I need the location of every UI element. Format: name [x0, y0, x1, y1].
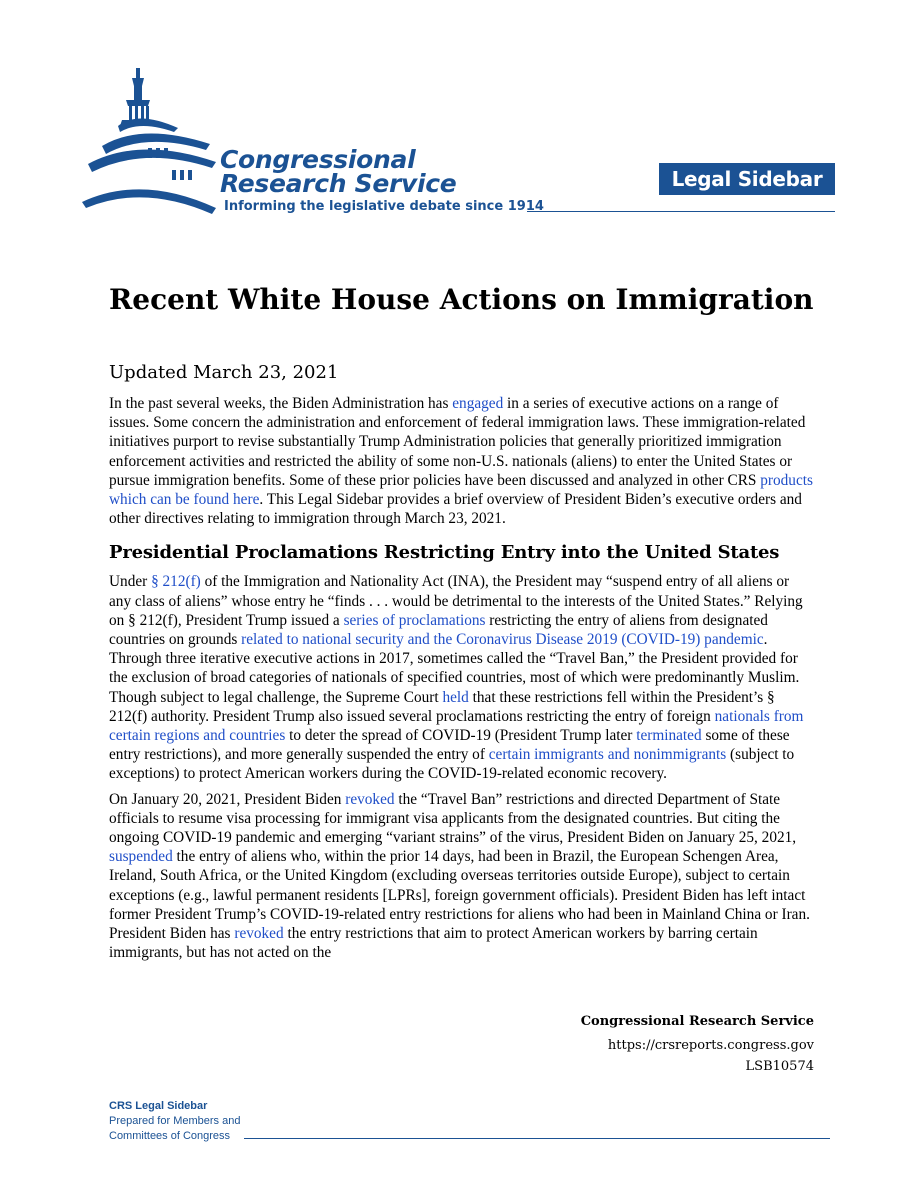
section-heading: Presidential Proclamations Restricting Entry into the United States: [109, 542, 780, 564]
header-rule: [527, 211, 835, 212]
p1-text-7: some of these entry restrictions), and more generally suspended the entry of: [109, 727, 790, 764]
section-paragraph-2: [109, 790, 814, 963]
footer-report-id: LSB10574: [745, 1059, 814, 1074]
intro-text-1: In the past several weeks, the Biden Administration has: [109, 395, 453, 412]
crs-logo: [82, 66, 542, 226]
updated-date: Updated March 23, 2021: [109, 362, 339, 383]
bottom-left-line3: Committees of Congress: [109, 1130, 231, 1142]
bottom-left-title: CRS Legal Sidebar: [109, 1100, 208, 1112]
intro-paragraph: [109, 394, 814, 528]
p2-text-2: the “Travel Ban” restrictions and directed Department of State officials to resume visa processing for immigrant visa applicants from the designated countries. But citing the ongoing COVID-19 pandemic and emerging “variant strains” of the virus, President Biden on January 25, 2021,: [109, 790, 797, 847]
footer-rule: [244, 1138, 830, 1139]
held-link[interactable]: held: [442, 688, 469, 706]
revoked-link-2[interactable]: revoked: [234, 925, 284, 943]
p2-text-4: the entry restrictions that aim to protect American workers by barring certain immigrants, but has not acted on the: [109, 925, 758, 962]
p1-text-6: to deter the spread of COVID-19 (President Trump later: [285, 727, 637, 745]
footer-url[interactable]: https://crsreports.congress.gov: [607, 1038, 814, 1053]
proclamations-link[interactable]: series of proclamations: [343, 611, 486, 629]
suspended-link[interactable]: suspended: [109, 848, 173, 866]
intro-text-3: . This Legal Sidebar provides a brief overview of President Biden’s executive orders and other directives relating to immigration through March 23, 2021.: [109, 491, 802, 528]
p1-text-2: of the Immigration and Nationality Act (INA), the President may “suspend entry of all aliens or any class of aliens” whose entry he “finds . . . would be detrimental to the interests of the United States.” Relying on § 212(f), President Trump issued a: [109, 573, 803, 629]
section-paragraph-1: [109, 572, 814, 783]
p1-text-3: restricting the entry of aliens from designated countries on grounds: [109, 611, 768, 649]
p1-text-4: . Through three iterative executive actions in 2017, sometimes called the “Travel Ban,” the President provided for the exclusion of broad categories of nationals of specified countries, most of which were predominantly Muslim. Though subject to legal challenge, the Supreme Court: [109, 631, 800, 706]
terminated-link[interactable]: terminated: [636, 727, 702, 745]
bottom-left-label: [109, 1099, 240, 1144]
legal-sidebar-badge: Legal Sidebar: [659, 163, 835, 195]
crs-footer: [581, 1013, 814, 1076]
logo-org-line1: Congressional: [220, 145, 416, 174]
nationals-regions-link[interactable]: nationals from certain regions and countries: [109, 707, 804, 745]
capitol-dome-icon: [82, 66, 232, 216]
products-link[interactable]: products which can be found here: [109, 471, 813, 509]
logo-tagline: Informing the legislative debate since 1914: [224, 199, 544, 214]
revoked-link-1[interactable]: revoked: [345, 790, 395, 808]
ina-212f-link[interactable]: § 212(f): [151, 573, 201, 591]
p1-text-5: that these restrictions fell within the President’s § 212(f) authority. President Trump also issued several proclamations restricting the entry of foreign: [109, 688, 775, 725]
p1-text-8: (subject to exceptions) to protect American workers during the COVID-19-related economic recovery.: [109, 746, 795, 783]
bottom-left-line2: Prepared for Members and: [109, 1115, 241, 1127]
immigrants-nonimmigrants-link[interactable]: certain immigrants and nonimmigrants: [488, 746, 727, 764]
footer-org: Congressional Research Service: [580, 1014, 814, 1029]
engaged-link[interactable]: engaged: [452, 395, 504, 412]
page-title: Recent White House Actions on Immigration: [109, 283, 814, 316]
p1-text-1: Under: [109, 573, 152, 591]
intro-text-2: in a series of executive actions on a range of issues. Some concern the administration and enforcement of federal immigration laws. These immigration-related initiatives purport to revise substantially Trump Administration policies that generally prioritized immigration enforcement activities and restricted the ability of some non-U.S. nationals (aliens) to enter the United States or pursue immigration benefits. Some of these prior policies have been discussed and analyzed in other CRS: [109, 395, 806, 489]
document-body: [109, 394, 814, 968]
p2-text-1: On January 20, 2021, President Biden: [109, 790, 346, 808]
p2-text-3: the entry of aliens who, within the prior 14 days, had been in Brazil, the European Schengen Area, Ireland, South Africa, or the United Kingdom (excluding overseas territories outside Europe), subject to certain exceptions (e.g., lawful permanent residents [LPRs], foreign government officials). President Biden has left intact former President Trump’s COVID-19-related entry restrictions for aliens who had been in Mainland China or Iran. President Biden has: [109, 848, 810, 943]
logo-org-line2: Research Service: [220, 169, 457, 198]
national-security-covid-link[interactable]: related to national security and the Coronavirus Disease 2019 (COVID-19) pandemic: [241, 631, 764, 649]
